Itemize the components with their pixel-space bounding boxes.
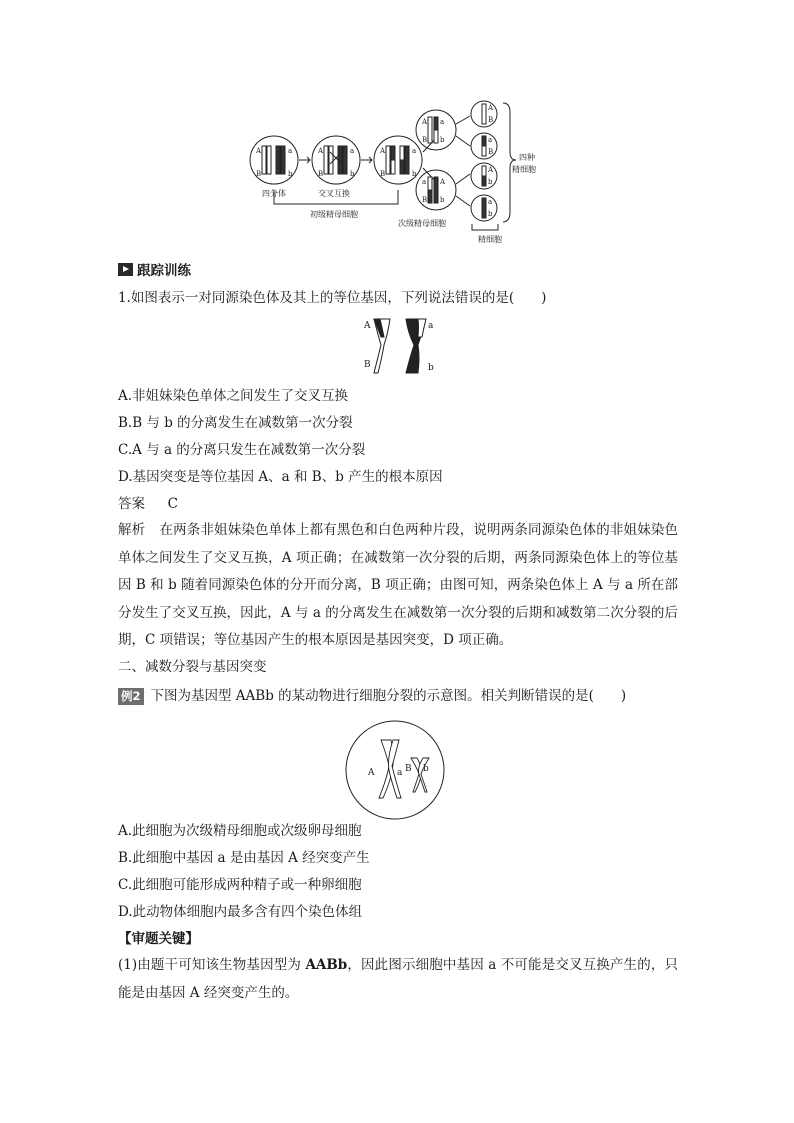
section-header	[118, 259, 191, 279]
tetrad-label: 四分体	[262, 189, 286, 198]
key-text-post: ，因此图示细胞中基因 a 不可能是交叉互换产生的，只能是由基因 A 经突变产生的。	[118, 957, 678, 1001]
primary-label: 初级精母细胞	[310, 210, 358, 219]
svg-text:A: A	[256, 147, 262, 155]
svg-text:b: b	[440, 136, 445, 144]
analysis-label: 解析	[118, 522, 146, 538]
svg-text:a: a	[488, 198, 493, 206]
gene-label-A: A	[364, 321, 371, 331]
svg-text:a: a	[440, 118, 445, 126]
svg-text:B: B	[422, 136, 428, 144]
svg-text:A: A	[380, 147, 386, 155]
svg-text:A: A	[422, 118, 428, 126]
svg-text:A: A	[488, 104, 494, 112]
cell-gene-b: b	[423, 764, 429, 774]
sperm-label: 精细胞	[478, 235, 502, 244]
gene-label-b: b	[428, 363, 434, 373]
q1-analysis	[118, 517, 678, 655]
ex2-option-a: A.此细胞为次级精母细胞或次级卵母细胞	[118, 823, 362, 839]
svg-text:B: B	[488, 148, 494, 156]
svg-text:b: b	[350, 170, 355, 178]
svg-text:a: a	[288, 147, 293, 155]
svg-text:A: A	[488, 166, 494, 174]
key-genotype: AABb	[305, 957, 348, 973]
svg-text:b: b	[412, 170, 417, 178]
svg-text:B: B	[422, 196, 428, 204]
key-text-pre: (1)由题干可知该生物基因型为	[118, 957, 306, 973]
gene-label-a: a	[428, 321, 434, 331]
svg-text:a: a	[350, 147, 355, 155]
svg-text:b: b	[488, 210, 493, 218]
svg-text:B: B	[488, 116, 494, 124]
svg-text:A: A	[318, 147, 324, 155]
ex2-option-c: C.此细胞可能形成两种精子或一种卵细胞	[118, 877, 362, 893]
gene-label-B: B	[364, 360, 371, 370]
cell-gene-B: B	[405, 764, 412, 774]
analysis-text: 在两条非姐妹染色单体上都有黑色和白色两种片段，说明两条同源染色体的非姐妹染色单体之间发生了交叉互换，A 项正确；在减数第一次分裂的后期，两条同源染色体上的等位基因 B 和 b 随着同源染色体的分开而分离，B 项正确；由图可知，两条染色体上 A 与 a 所在部分发生了交叉互换，因此，A 与 a 的分离发生在减数第一次分裂的后期和减数第二次分裂的后期，C 项错误；等位基因产生的根本原因是基因突变，D 项正确。	[118, 522, 679, 648]
svg-text:B: B	[256, 170, 262, 178]
part2-title: 二、减数分裂与基因突变	[118, 659, 267, 675]
meiosis-diagram	[248, 100, 548, 246]
q1-stem: 1.如图表示一对同源染色体及其上的等位基因，下列说法错误的是( )	[118, 290, 547, 306]
play-icon	[118, 263, 133, 276]
ex2-stem-line	[118, 686, 626, 706]
q1-answer-line	[118, 494, 178, 514]
example-tag: 例2	[118, 688, 144, 705]
key-paragraph	[118, 952, 678, 1007]
four-kinds-label: 四种	[519, 153, 535, 162]
homologous-chromosomes-figure	[360, 315, 440, 377]
q1-option-b: B.B 与 b 的分离发生在减数第一次分裂	[118, 415, 353, 431]
ex2-option-d: D.此动物体细胞内最多含有四个染色体组	[118, 904, 363, 920]
svg-text:B: B	[318, 170, 324, 178]
svg-text:b: b	[288, 170, 293, 178]
svg-text:B: B	[380, 170, 386, 178]
section-title: 跟踪训练	[137, 263, 191, 279]
cell-gene-A: A	[368, 768, 375, 778]
answer-label: 答案	[118, 496, 145, 512]
secondary-label: 次级精母细胞	[398, 219, 446, 228]
q1-option-d: D.基因突变是等位基因 A、a 和 B、b 产生的根本原因	[118, 469, 443, 485]
q1-option-a: A.非姐妹染色单体之间发生了交叉互换	[118, 388, 349, 404]
svg-text:a: a	[488, 136, 493, 144]
svg-text:a: a	[412, 147, 417, 155]
cell-gene-a: a	[397, 768, 403, 778]
cell-division-figure	[343, 718, 447, 822]
answer-value: C	[167, 496, 178, 512]
sperm-cells-label: 精细胞	[512, 165, 536, 174]
ex2-option-b: B.此细胞中基因 a 是由基因 A 经突变产生	[118, 850, 370, 866]
crossing-label: 交叉互换	[318, 189, 350, 198]
q1-option-c: C.A 与 a 的分离只发生在减数第一次分裂	[118, 442, 366, 458]
svg-text:b: b	[488, 178, 493, 186]
svg-text:A: A	[440, 178, 446, 186]
ex2-stem: 下图为基因型 AABb 的某动物进行细胞分裂的示意图。相关判断错误的是( )	[150, 688, 627, 704]
svg-text:a: a	[422, 178, 427, 186]
svg-text:b: b	[440, 196, 445, 204]
key-title: 【审题关键】	[118, 931, 199, 947]
